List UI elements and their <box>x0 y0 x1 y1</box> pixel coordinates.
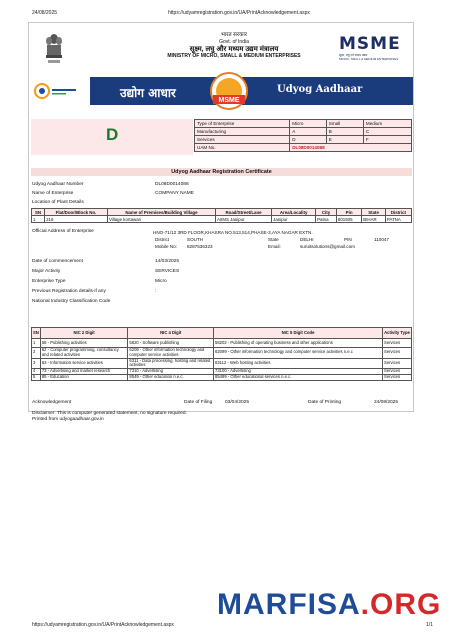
certificate-page <box>28 22 414 422</box>
print-url: https://udyamregistration.gov.in/UA/PrintAcknowledgement.aspx <box>168 10 310 16</box>
certificate-title: Udyog Aadhaar Registration Certificate <box>31 168 412 176</box>
nic-cell: Services <box>383 339 412 348</box>
category-cell: B <box>326 128 363 136</box>
category-row <box>195 128 412 136</box>
official-address <box>153 229 403 250</box>
nic-cell: 5 <box>32 375 41 381</box>
pin-label: PIN <box>344 237 352 242</box>
mobile-label: Mobile No: <box>155 244 177 249</box>
ministry-text <box>149 32 319 60</box>
uam-label: UAM No. <box>195 144 290 152</box>
disclaimer-text: Disclaimer: This is computer generated statement, no signature required. <box>32 411 187 416</box>
nic-header-cell: SN <box>32 328 41 339</box>
ministry-hindi-line1: भारत सरकार <box>220 32 248 38</box>
nic-cell: 8549 - Other education n.e.c. <box>128 375 214 381</box>
field-label: Name of Enterprise <box>32 191 74 196</box>
plant-cell: Village kortawan <box>107 216 215 223</box>
email-value: suruitsolutions@gmail.com <box>300 244 355 249</box>
category-row <box>195 136 412 144</box>
ack-label: Acknowledgement <box>32 400 72 405</box>
plant-location-table <box>31 208 412 223</box>
ministry-header <box>29 25 413 75</box>
marfisa-watermark <box>217 588 441 622</box>
plant-header-cell: Road/Street/Lane <box>215 209 271 216</box>
nic-cell: 73 - Advertising and market research <box>40 369 128 375</box>
msme-logo <box>339 35 409 61</box>
category-cell: Manufacturing <box>195 128 290 136</box>
msme-logo-text: MSME <box>339 34 401 54</box>
plant-header-cell: District <box>385 209 411 216</box>
field-label: Date of commencement <box>32 259 83 264</box>
nic-cell: 85499 - Other educational services n.e.c. <box>214 375 383 381</box>
plant-cell: 1 <box>32 216 45 223</box>
nic-cell: 85 - Education <box>40 375 128 381</box>
nic-cell: 3 <box>32 358 41 369</box>
udyog-aadhaar-banner <box>30 77 413 105</box>
print-date: 24/08/2025 <box>32 10 58 16</box>
plant-header-cell: Area/Locality <box>272 209 316 216</box>
category-table <box>194 119 412 152</box>
nic-cell: 58202 - Publishing of operating business and other applications <box>214 339 383 348</box>
watermark-suffix: .ORG <box>360 588 442 621</box>
plant-header-cell: State <box>362 209 386 216</box>
banner-english-title: Udyog Aadhaar <box>277 84 363 95</box>
district-value: SOUTH <box>187 237 204 242</box>
plant-cell: PATNA <box>385 216 411 223</box>
nic-header-cell: NIC 2 Digit <box>40 328 128 339</box>
category-cell: D <box>290 136 327 144</box>
category-cell: Type of Enterprise <box>195 120 290 128</box>
category-cell: E <box>326 136 363 144</box>
field-value: : <box>155 289 157 294</box>
official-address-label: Official Address of Enterprise <box>32 229 94 234</box>
email-label: Email: <box>268 244 281 249</box>
nic-cell: 7310 - Advertising <box>128 369 214 375</box>
district-label: District <box>155 237 170 242</box>
disclaimer <box>32 411 187 423</box>
category-cell: A <box>290 128 327 136</box>
nic-cell: Services <box>383 358 412 369</box>
field-label: Major Activity <box>32 269 61 274</box>
plant-cell: 216 <box>45 216 108 223</box>
watermark-main: MARFISA <box>217 588 361 621</box>
field-label: Location of Plant Details <box>32 200 84 205</box>
field-value: COMPANY NAME <box>155 191 195 196</box>
field-label: National Industry Classification Code <box>32 299 111 304</box>
nic-cell: 58 - Publishing activities <box>40 339 128 348</box>
nic-cell: 6209 - Other information technology and computer service activities <box>128 348 214 359</box>
national-emblem-icon <box>43 31 65 67</box>
address-line: HNO-71/12 3RD FLOOR,KHASRA NO.513,514,PHASE-3,AYA NAGAR EXTN. <box>153 230 313 235</box>
nic-cell: Services <box>383 348 412 359</box>
ministry-en-line2: MINISTRY OF MICRO, SMALL & MEDIUM ENTERPRISES <box>167 53 301 59</box>
digital-india-logo <box>30 77 90 105</box>
plant-cell: 801505 <box>336 216 361 223</box>
field-label: Udyog Aadhaar Number <box>32 182 84 187</box>
plant-cell: AIIMS Janipur <box>215 216 271 223</box>
category-row <box>195 120 412 128</box>
plant-header-cell: SN <box>32 209 45 216</box>
state-value: DELHI <box>300 237 314 242</box>
category-cell: F <box>363 136 411 144</box>
nic-cell: Services <box>383 369 412 375</box>
udyog-aadhaar-seal-icon <box>205 71 253 111</box>
uam-row <box>195 144 412 152</box>
plant-cell: Patna <box>316 216 337 223</box>
nic-cell: 73100 - Advertising <box>214 369 383 375</box>
printing-label: Date of Printing <box>308 400 342 405</box>
category-cell: Medium <box>363 120 411 128</box>
plant-header-cell: Name of Premises/Building Village <box>107 209 215 216</box>
plant-cell: Janipur <box>272 216 316 223</box>
nic-cell: 4 <box>32 369 41 375</box>
table-row <box>32 358 412 369</box>
nic-cell: 63 - Information service activities <box>40 358 128 369</box>
nic-cell: 62099 - Other information technology and computer service activities n.e.c <box>214 348 383 359</box>
mobile-value: 8287536323 <box>187 244 213 249</box>
category-cell: Services <box>195 136 290 144</box>
nic-cell: Services <box>383 375 412 381</box>
nic-cell: 62 - Computer programming, consultancy and related activities <box>40 348 128 359</box>
filing-label: Date of Filing <box>184 400 213 405</box>
plant-header-cell: Pin <box>336 209 361 216</box>
category-cell: Small <box>326 120 363 128</box>
field-label: Previous Registration details-if any <box>32 289 106 294</box>
field-value: DL08D0014088 <box>155 182 189 187</box>
table-row <box>32 348 412 359</box>
nic-header-cell: NIC 5 Digit Code <box>214 328 383 339</box>
pin-value: 110047 <box>374 237 389 242</box>
nic-header-cell: Activity Type <box>383 328 412 339</box>
printing-date: 24/08/2025 <box>374 400 399 405</box>
printed-from: Printed from udyogaadhaar.gov.in <box>32 417 104 422</box>
ministry-en-line1: Govt. of India <box>219 39 249 45</box>
nic-cell: 2 <box>32 348 41 359</box>
field-value: Micro <box>155 279 167 284</box>
nic-cell: 5820 - Software publishing <box>128 339 214 348</box>
banner-hindi-title: उद्योग आधार <box>120 86 176 100</box>
field-label: Enterprise Type <box>32 279 66 284</box>
nic-code-table <box>31 327 412 381</box>
nic-header-cell: NIC 4 Digit <box>128 328 214 339</box>
plant-header-cell: Flat/Door/Block No. <box>45 209 108 216</box>
nic-cell: 1 <box>32 339 41 348</box>
category-cell: Micro <box>290 120 327 128</box>
nic-cell: 63112 - Web hosting activities <box>214 358 383 369</box>
state-label: State <box>268 237 279 242</box>
seal-text: MSME <box>218 97 240 104</box>
acknowledgement-row <box>32 400 412 407</box>
ministry-hindi-line2: सूक्ष्म, लघु और मध्यम उद्यम मंत्रालय <box>189 46 279 53</box>
digital-india-icon <box>30 77 90 105</box>
msme-logo-english: MICRO, SMALL & MEDIUM ENTERPRISES <box>339 57 399 61</box>
table-row <box>32 216 412 223</box>
field-value: SERVICES <box>155 269 180 274</box>
enterprise-category-letter: D <box>106 125 119 144</box>
footer-page-number: 1/1 <box>426 622 433 628</box>
plant-cell: BIHAR <box>362 216 386 223</box>
table-row <box>32 375 412 381</box>
plant-header-cell: City <box>316 209 337 216</box>
filing-date: 03/04/2025 <box>225 400 250 405</box>
field-value: 14/03/2025 <box>155 259 180 264</box>
footer-url: https://udyamregistration.gov.in/UA/PrintAcknowledgement.aspx <box>32 622 174 628</box>
msme-logo-hindi: सूक्ष्म, लघु एवं मध्यम उद्यम <box>339 53 368 57</box>
nic-cell: 6311 - Data processing, hosting and related activities <box>128 358 214 369</box>
uam-number: DL08D0014088 <box>290 144 412 152</box>
category-panel <box>31 119 193 155</box>
category-cell: C <box>363 128 411 136</box>
